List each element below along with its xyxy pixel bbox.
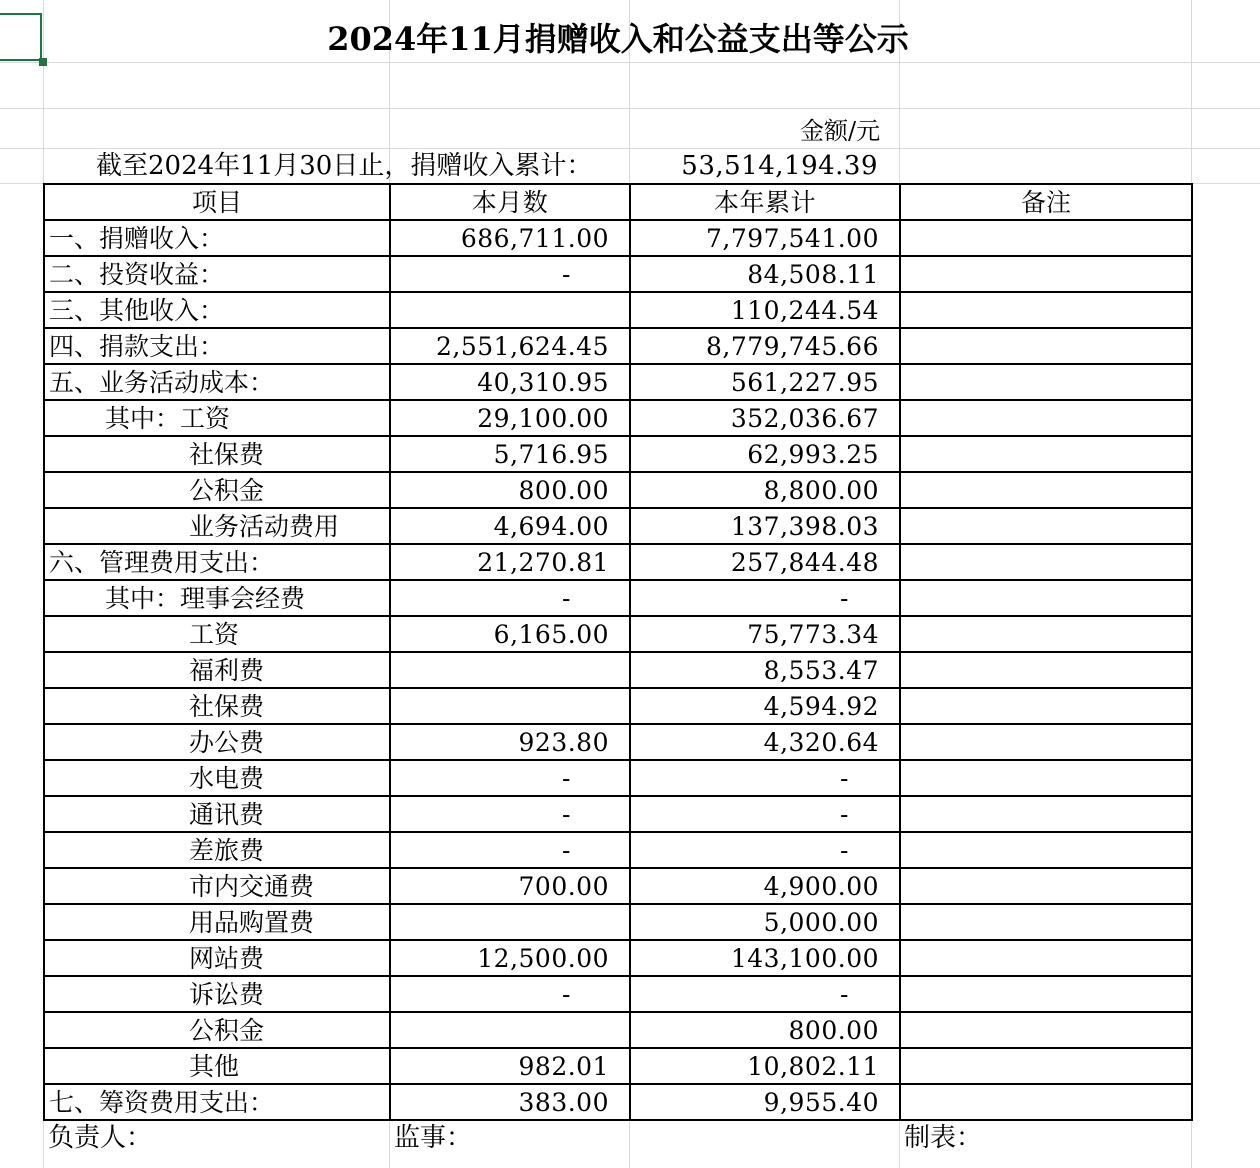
table-row	[45, 833, 1193, 869]
table-body	[45, 221, 1193, 1121]
note-cell[interactable]	[901, 725, 1193, 761]
note-cell[interactable]	[901, 617, 1193, 653]
year-cell[interactable]: -	[631, 833, 901, 869]
year-cell[interactable]: -	[631, 761, 901, 797]
item-cell[interactable]: 诉讼费	[45, 977, 391, 1013]
year-cell[interactable]: 75,773.34	[631, 617, 901, 653]
note-cell[interactable]	[901, 293, 1193, 329]
header-year[interactable]: 本年累计	[631, 185, 901, 221]
header-note[interactable]: 备注	[901, 185, 1193, 221]
month-cell[interactable]: 21,270.81	[391, 545, 631, 581]
month-cell[interactable]: 40,310.95	[391, 365, 631, 401]
note-cell[interactable]	[901, 545, 1193, 581]
finance-table	[43, 183, 1193, 1121]
month-cell[interactable]: -	[391, 257, 631, 293]
table-row	[45, 761, 1193, 797]
month-cell[interactable]: 2,551,624.45	[391, 329, 631, 365]
note-cell[interactable]	[901, 1085, 1193, 1121]
year-cell[interactable]: 9,955.40	[631, 1085, 901, 1121]
month-cell[interactable]: -	[391, 833, 631, 869]
item-cell[interactable]: 其中：理事会经费	[45, 581, 391, 617]
year-cell[interactable]: 257,844.48	[631, 545, 901, 581]
table-row	[45, 365, 1193, 401]
item-cell[interactable]: 其中：工资	[45, 401, 391, 437]
item-cell[interactable]: 三、其他收入：	[45, 293, 391, 329]
item-cell[interactable]: 办公费	[45, 725, 391, 761]
item-cell[interactable]: 七、筹资费用支出：	[45, 1085, 391, 1121]
page-title: 2024年11月捐赠收入和公益支出等公示	[327, 20, 909, 58]
note-cell[interactable]	[901, 221, 1193, 257]
item-cell[interactable]: 水电费	[45, 761, 391, 797]
cumulative-value: 53,514,194.39	[681, 151, 878, 181]
note-cell[interactable]	[901, 365, 1193, 401]
item-cell[interactable]: 市内交通费	[45, 869, 391, 905]
month-cell[interactable]	[391, 293, 631, 329]
month-cell[interactable]: 923.80	[391, 725, 631, 761]
table-row	[45, 1085, 1193, 1121]
note-cell[interactable]	[901, 833, 1193, 869]
note-cell[interactable]	[901, 473, 1193, 509]
header-item[interactable]: 项目	[45, 185, 391, 221]
month-cell[interactable]: 982.01	[391, 1049, 631, 1085]
unit-label: 金额/元	[800, 117, 881, 145]
item-cell[interactable]: 用品购置费	[45, 905, 391, 941]
month-cell[interactable]: -	[391, 581, 631, 617]
year-cell[interactable]: 5,000.00	[631, 905, 901, 941]
item-cell[interactable]: 其他	[45, 1049, 391, 1085]
month-cell[interactable]	[391, 653, 631, 689]
item-cell[interactable]: 四、捐款支出：	[45, 329, 391, 365]
table-row	[45, 653, 1193, 689]
item-cell[interactable]: 六、管理费用支出：	[45, 545, 391, 581]
year-cell[interactable]: 7,797,541.00	[631, 221, 901, 257]
year-cell[interactable]: 62,993.25	[631, 437, 901, 473]
year-cell[interactable]: 4,320.64	[631, 725, 901, 761]
month-cell[interactable]: 686,711.00	[391, 221, 631, 257]
footer-responsible: 负责人：	[48, 1123, 153, 1153]
item-cell[interactable]: 一、捐赠收入：	[45, 221, 391, 257]
note-cell[interactable]	[901, 977, 1193, 1013]
month-cell[interactable]	[391, 905, 631, 941]
note-cell[interactable]	[901, 329, 1193, 365]
year-cell[interactable]: 4,900.00	[631, 869, 901, 905]
table-row	[45, 581, 1193, 617]
year-cell[interactable]: 352,036.67	[631, 401, 901, 437]
year-cell[interactable]: -	[631, 581, 901, 617]
item-cell[interactable]: 工资	[45, 617, 391, 653]
cumulative-label: 截至2024年11月30日止，捐赠收入累计：	[96, 151, 593, 181]
month-cell[interactable]: 4,694.00	[391, 509, 631, 545]
table-row	[45, 509, 1193, 545]
year-cell[interactable]: -	[631, 797, 901, 833]
note-cell[interactable]	[901, 941, 1193, 977]
year-cell[interactable]: 8,779,745.66	[631, 329, 901, 365]
note-cell[interactable]	[901, 869, 1193, 905]
table-row	[45, 329, 1193, 365]
table-row	[45, 689, 1193, 725]
table-row	[45, 1049, 1193, 1085]
item-cell[interactable]: 网站费	[45, 941, 391, 977]
table-row	[45, 941, 1193, 977]
note-cell[interactable]	[901, 1013, 1193, 1049]
year-cell[interactable]: -	[631, 977, 901, 1013]
year-cell[interactable]: 8,553.47	[631, 653, 901, 689]
year-cell[interactable]: 84,508.11	[631, 257, 901, 293]
table-row	[45, 473, 1193, 509]
table-row	[45, 437, 1193, 473]
table-row	[45, 401, 1193, 437]
year-cell[interactable]: 137,398.03	[631, 509, 901, 545]
item-cell[interactable]: 差旅费	[45, 833, 391, 869]
month-cell[interactable]: 700.00	[391, 869, 631, 905]
item-cell[interactable]: 社保费	[45, 437, 391, 473]
table-row	[45, 869, 1193, 905]
item-cell[interactable]: 五、业务活动成本：	[45, 365, 391, 401]
month-cell[interactable]	[391, 1013, 631, 1049]
month-cell[interactable]: 29,100.00	[391, 401, 631, 437]
note-cell[interactable]	[901, 689, 1193, 725]
note-cell[interactable]	[901, 437, 1193, 473]
month-cell[interactable]: -	[391, 797, 631, 833]
note-cell[interactable]	[901, 581, 1193, 617]
table-row	[45, 617, 1193, 653]
table-row	[45, 257, 1193, 293]
item-cell[interactable]: 社保费	[45, 689, 391, 725]
table-row	[45, 545, 1193, 581]
table-row	[45, 725, 1193, 761]
note-cell[interactable]	[901, 761, 1193, 797]
footer-supervisor: 监事：	[394, 1123, 473, 1153]
item-cell[interactable]: 福利费	[45, 653, 391, 689]
month-cell[interactable]: 800.00	[391, 473, 631, 509]
item-cell[interactable]: 公积金	[45, 473, 391, 509]
note-cell[interactable]	[901, 257, 1193, 293]
month-cell[interactable]: 5,716.95	[391, 437, 631, 473]
note-cell[interactable]	[901, 509, 1193, 545]
table-row	[45, 797, 1193, 833]
month-cell[interactable]: -	[391, 977, 631, 1013]
year-cell[interactable]: 800.00	[631, 1013, 901, 1049]
item-cell[interactable]: 二、投资收益：	[45, 257, 391, 293]
month-cell[interactable]: 383.00	[391, 1085, 631, 1121]
year-cell[interactable]: 8,800.00	[631, 473, 901, 509]
note-cell[interactable]	[901, 653, 1193, 689]
table-row	[45, 1013, 1193, 1049]
item-cell[interactable]: 通讯费	[45, 797, 391, 833]
year-cell[interactable]: 10,802.11	[631, 1049, 901, 1085]
item-cell[interactable]: 业务活动费用	[45, 509, 391, 545]
year-cell[interactable]: 4,594.92	[631, 689, 901, 725]
month-cell[interactable]: 6,165.00	[391, 617, 631, 653]
year-cell[interactable]: 110,244.54	[631, 293, 901, 329]
year-cell[interactable]: 561,227.95	[631, 365, 901, 401]
note-cell[interactable]	[901, 797, 1193, 833]
table-header-row	[45, 185, 1193, 221]
footer-preparer: 制表：	[904, 1123, 983, 1153]
item-cell[interactable]: 公积金	[45, 1013, 391, 1049]
month-cell[interactable]: 12,500.00	[391, 941, 631, 977]
header-month[interactable]: 本月数	[391, 185, 631, 221]
table-row	[45, 221, 1193, 257]
table-row	[45, 977, 1193, 1013]
month-cell[interactable]	[391, 689, 631, 725]
month-cell[interactable]: -	[391, 761, 631, 797]
table-row	[45, 905, 1193, 941]
table-row	[45, 293, 1193, 329]
note-cell[interactable]	[901, 905, 1193, 941]
note-cell[interactable]	[901, 401, 1193, 437]
note-cell[interactable]	[901, 1049, 1193, 1085]
year-cell[interactable]: 143,100.00	[631, 941, 901, 977]
